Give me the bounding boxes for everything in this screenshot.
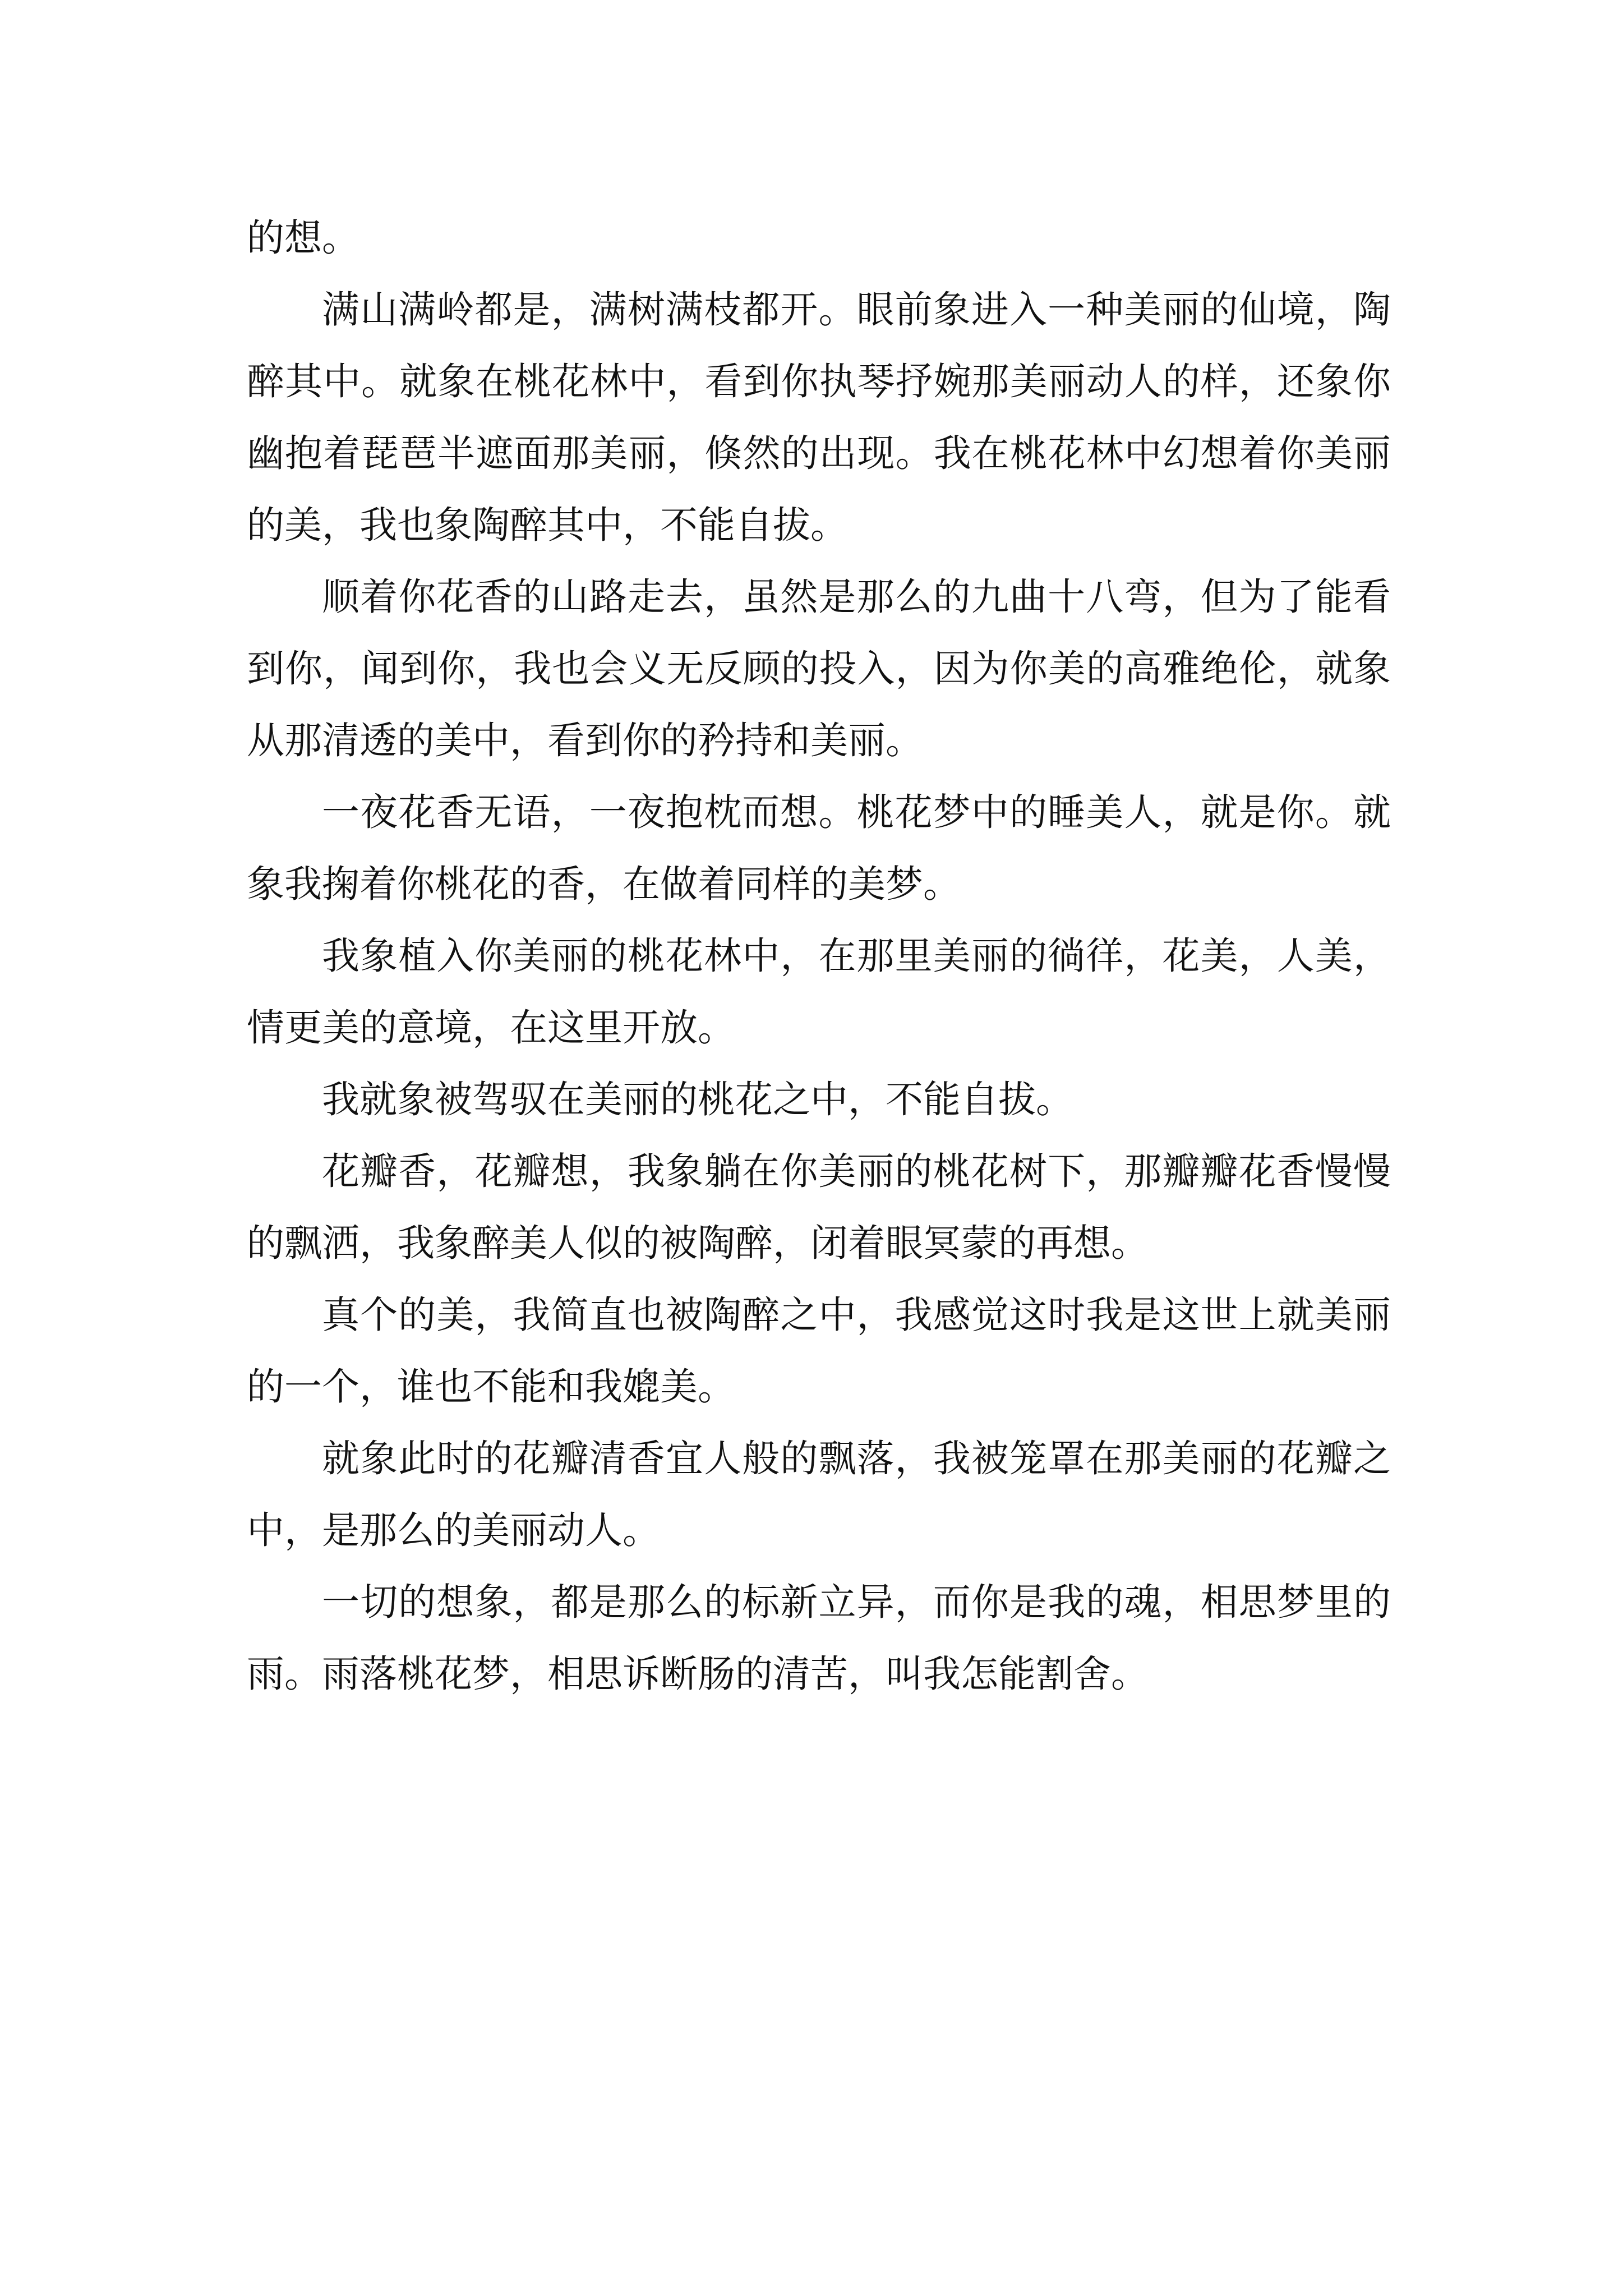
paragraph-continued: 的想。 <box>247 216 359 260</box>
document-body <box>247 202 1391 1710</box>
paragraph: 满山满岭都是，满树满枝都开。眼前象进入一种美丽的仙境，陶醉其中。就象在桃花林中，看到你执琴抒婉那美丽动人的样，还象你幽抱着琵琶半遮面那美丽，倏然的出现。我在桃花林中幻想着你美丽的美，我也象陶醉其中，不能自拔。 <box>247 288 1391 547</box>
paragraph: 我象植入你美丽的桃花林中，在那里美丽的徜徉，花美，人美，情更美的意境，在这里开放。 <box>247 934 1391 1050</box>
paragraph: 就象此时的花瓣清香宜人般的飘落，我被笼罩在那美丽的花瓣之中，是那么的美丽动人。 <box>247 1437 1391 1552</box>
paragraph: 花瓣香，花瓣想，我象躺在你美丽的桃花树下，那瓣瓣花香慢慢的飘洒，我象醉美人似的被陶醉，闭着眼冥蒙的再想。 <box>247 1149 1391 1265</box>
paragraph: 一切的想象，都是那么的标新立异，而你是我的魂，相思梦里的雨。雨落桃花梦，相思诉断肠的清苦，叫我怎能割舍。 <box>247 1580 1391 1696</box>
paragraph: 顺着你花香的山路走去，虽然是那么的九曲十八弯，但为了能看到你，闻到你，我也会义无反顾的投入，因为你美的高雅绝伦，就象从那清透的美中，看到你的矜持和美丽。 <box>247 575 1391 762</box>
paragraph: 我就象被驾驭在美丽的桃花之中，不能自拔。 <box>322 1078 1073 1121</box>
paragraph: 真个的美，我简直也被陶醉之中，我感觉这时我是这世上就美丽的一个，谁也不能和我媲美。 <box>247 1293 1391 1409</box>
paragraph: 一夜花香无语，一夜抱枕而想。桃花梦中的睡美人，就是你。就象我掬着你桃花的香，在做着同样的美梦。 <box>247 790 1391 906</box>
